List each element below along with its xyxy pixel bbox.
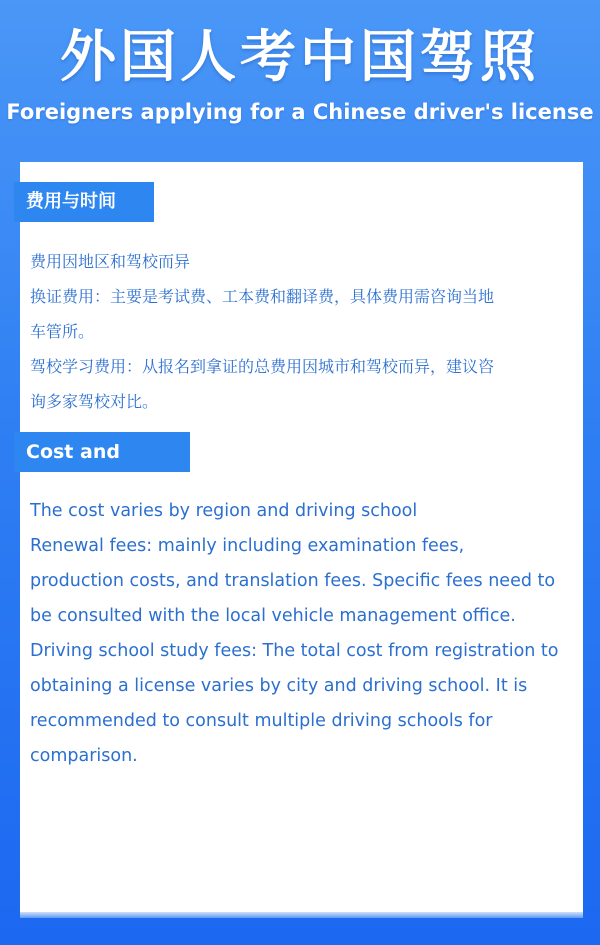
text-line: 费用因地区和驾校而异 xyxy=(30,252,191,271)
section-tag-cost-time-english: Cost and Time xyxy=(14,432,190,472)
card-bottom-edge xyxy=(20,912,583,918)
page-title-english: Foreigners applying for a Chinese driver's license xyxy=(6,100,594,124)
section-tag-cost-time-chinese: 费用与时间 xyxy=(14,182,154,222)
cost-time-text-chinese xyxy=(30,244,570,419)
page-header xyxy=(0,0,600,160)
text-line: 车管所。 xyxy=(30,322,95,341)
text-line: comparison. xyxy=(30,746,138,766)
text-line: 换证费用：主要是考试费、工本费和翻译费，具体费用需咨询当地 xyxy=(30,287,495,306)
text-line: Driving school study fees: The total cost from registration to xyxy=(30,641,559,661)
text-line: The cost varies by region and driving school xyxy=(30,501,418,521)
page-title-chinese: 外国人考中国驾照 xyxy=(60,25,540,90)
cost-time-text-english xyxy=(30,494,570,774)
text-line: be consulted with the local vehicle management office. xyxy=(30,606,516,626)
text-line: Renewal fees: mainly including examination fees, xyxy=(30,536,465,556)
text-line: recommended to consult multiple driving schools for xyxy=(30,711,493,731)
text-line: 驾校学习费用：从报名到拿证的总费用因城市和驾校而异，建议咨 xyxy=(30,357,495,376)
text-line: obtaining a license varies by city and driving school. It is xyxy=(30,676,528,696)
text-line: 询多家驾校对比。 xyxy=(30,392,159,411)
text-line: production costs, and translation fees. Specific fees need to xyxy=(30,571,556,591)
